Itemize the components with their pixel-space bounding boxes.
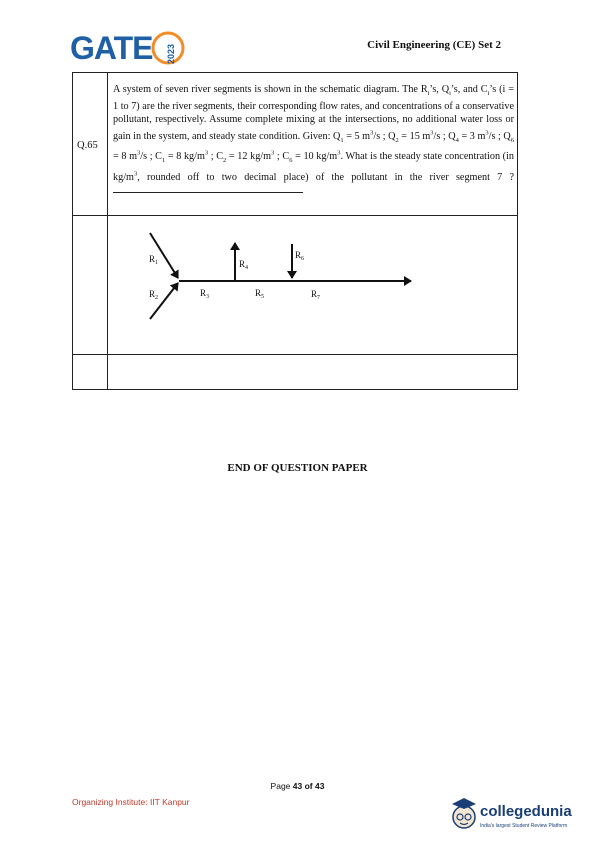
gate-logo-year: 2023 [166, 43, 176, 64]
end-of-paper-text: END OF QUESTION PAPER [227, 462, 368, 474]
answer-blank[interactable] [113, 184, 303, 193]
table-row-divider [73, 354, 517, 355]
gate-logo-text: GATE [70, 30, 153, 66]
brand-name: collegedunia [480, 803, 572, 820]
label-r2: $R_2$ [149, 289, 159, 301]
page-number: Page 43 of 43 [270, 781, 325, 791]
question-body: A system of seven river segments is shown in the schematic diagram. The $R_i’s$, $Q_i’s$, and $C_i’s$ (i = 1 to 7) are the river segments, their corresponding flow rates, and concentrations of a conservative pollutant, respectively. Assume complete mixing at the intersections, no additional water loss or gain in the system, and steady state condition. Given: $Q_1 = 5$ $m^3/s$ ; $Q_2 = 15$ $m^3/s$ ; $Q_4 = 3$ $m^3/s$ ; $Q_6 = 8$ $m^3/s$ ; $C_1 = 8$ $kg/m^3$ ; $C_2 = 12$ $kg/m^3$ ; $C_6 = 10$ $kg/m^3$. What is the steady state concentration (in $kg/m^3$, rounded off to two decimal place) of the pollutant in the river segment 7 ? [113, 84, 515, 183]
question-table [72, 72, 518, 390]
label-r7: $R_7$ [311, 289, 321, 301]
graduate-mascot-icon [452, 798, 476, 828]
table-row-divider [73, 215, 517, 216]
label-r4: $R_4$ [239, 259, 249, 271]
label-r1: $R_1$ [149, 254, 159, 266]
label-r6: $R_6$ [295, 250, 305, 262]
gate-2023-logo [70, 24, 195, 74]
question-text [113, 83, 514, 197]
label-r5: $R_5$ [255, 288, 265, 300]
brand-tagline: India's largest Student Review Platform [480, 823, 568, 829]
table-column-divider [107, 73, 108, 389]
river-schematic-diagram [145, 221, 425, 331]
collegedunia-logo [448, 790, 573, 834]
question-number: Q.65 [77, 140, 98, 151]
label-r3: $R_3$ [200, 288, 210, 300]
organizing-institute: Organizing Institute: IIT Kanpur [72, 797, 190, 807]
paper-title: Civil Engineering (CE) Set 2 [367, 39, 501, 51]
